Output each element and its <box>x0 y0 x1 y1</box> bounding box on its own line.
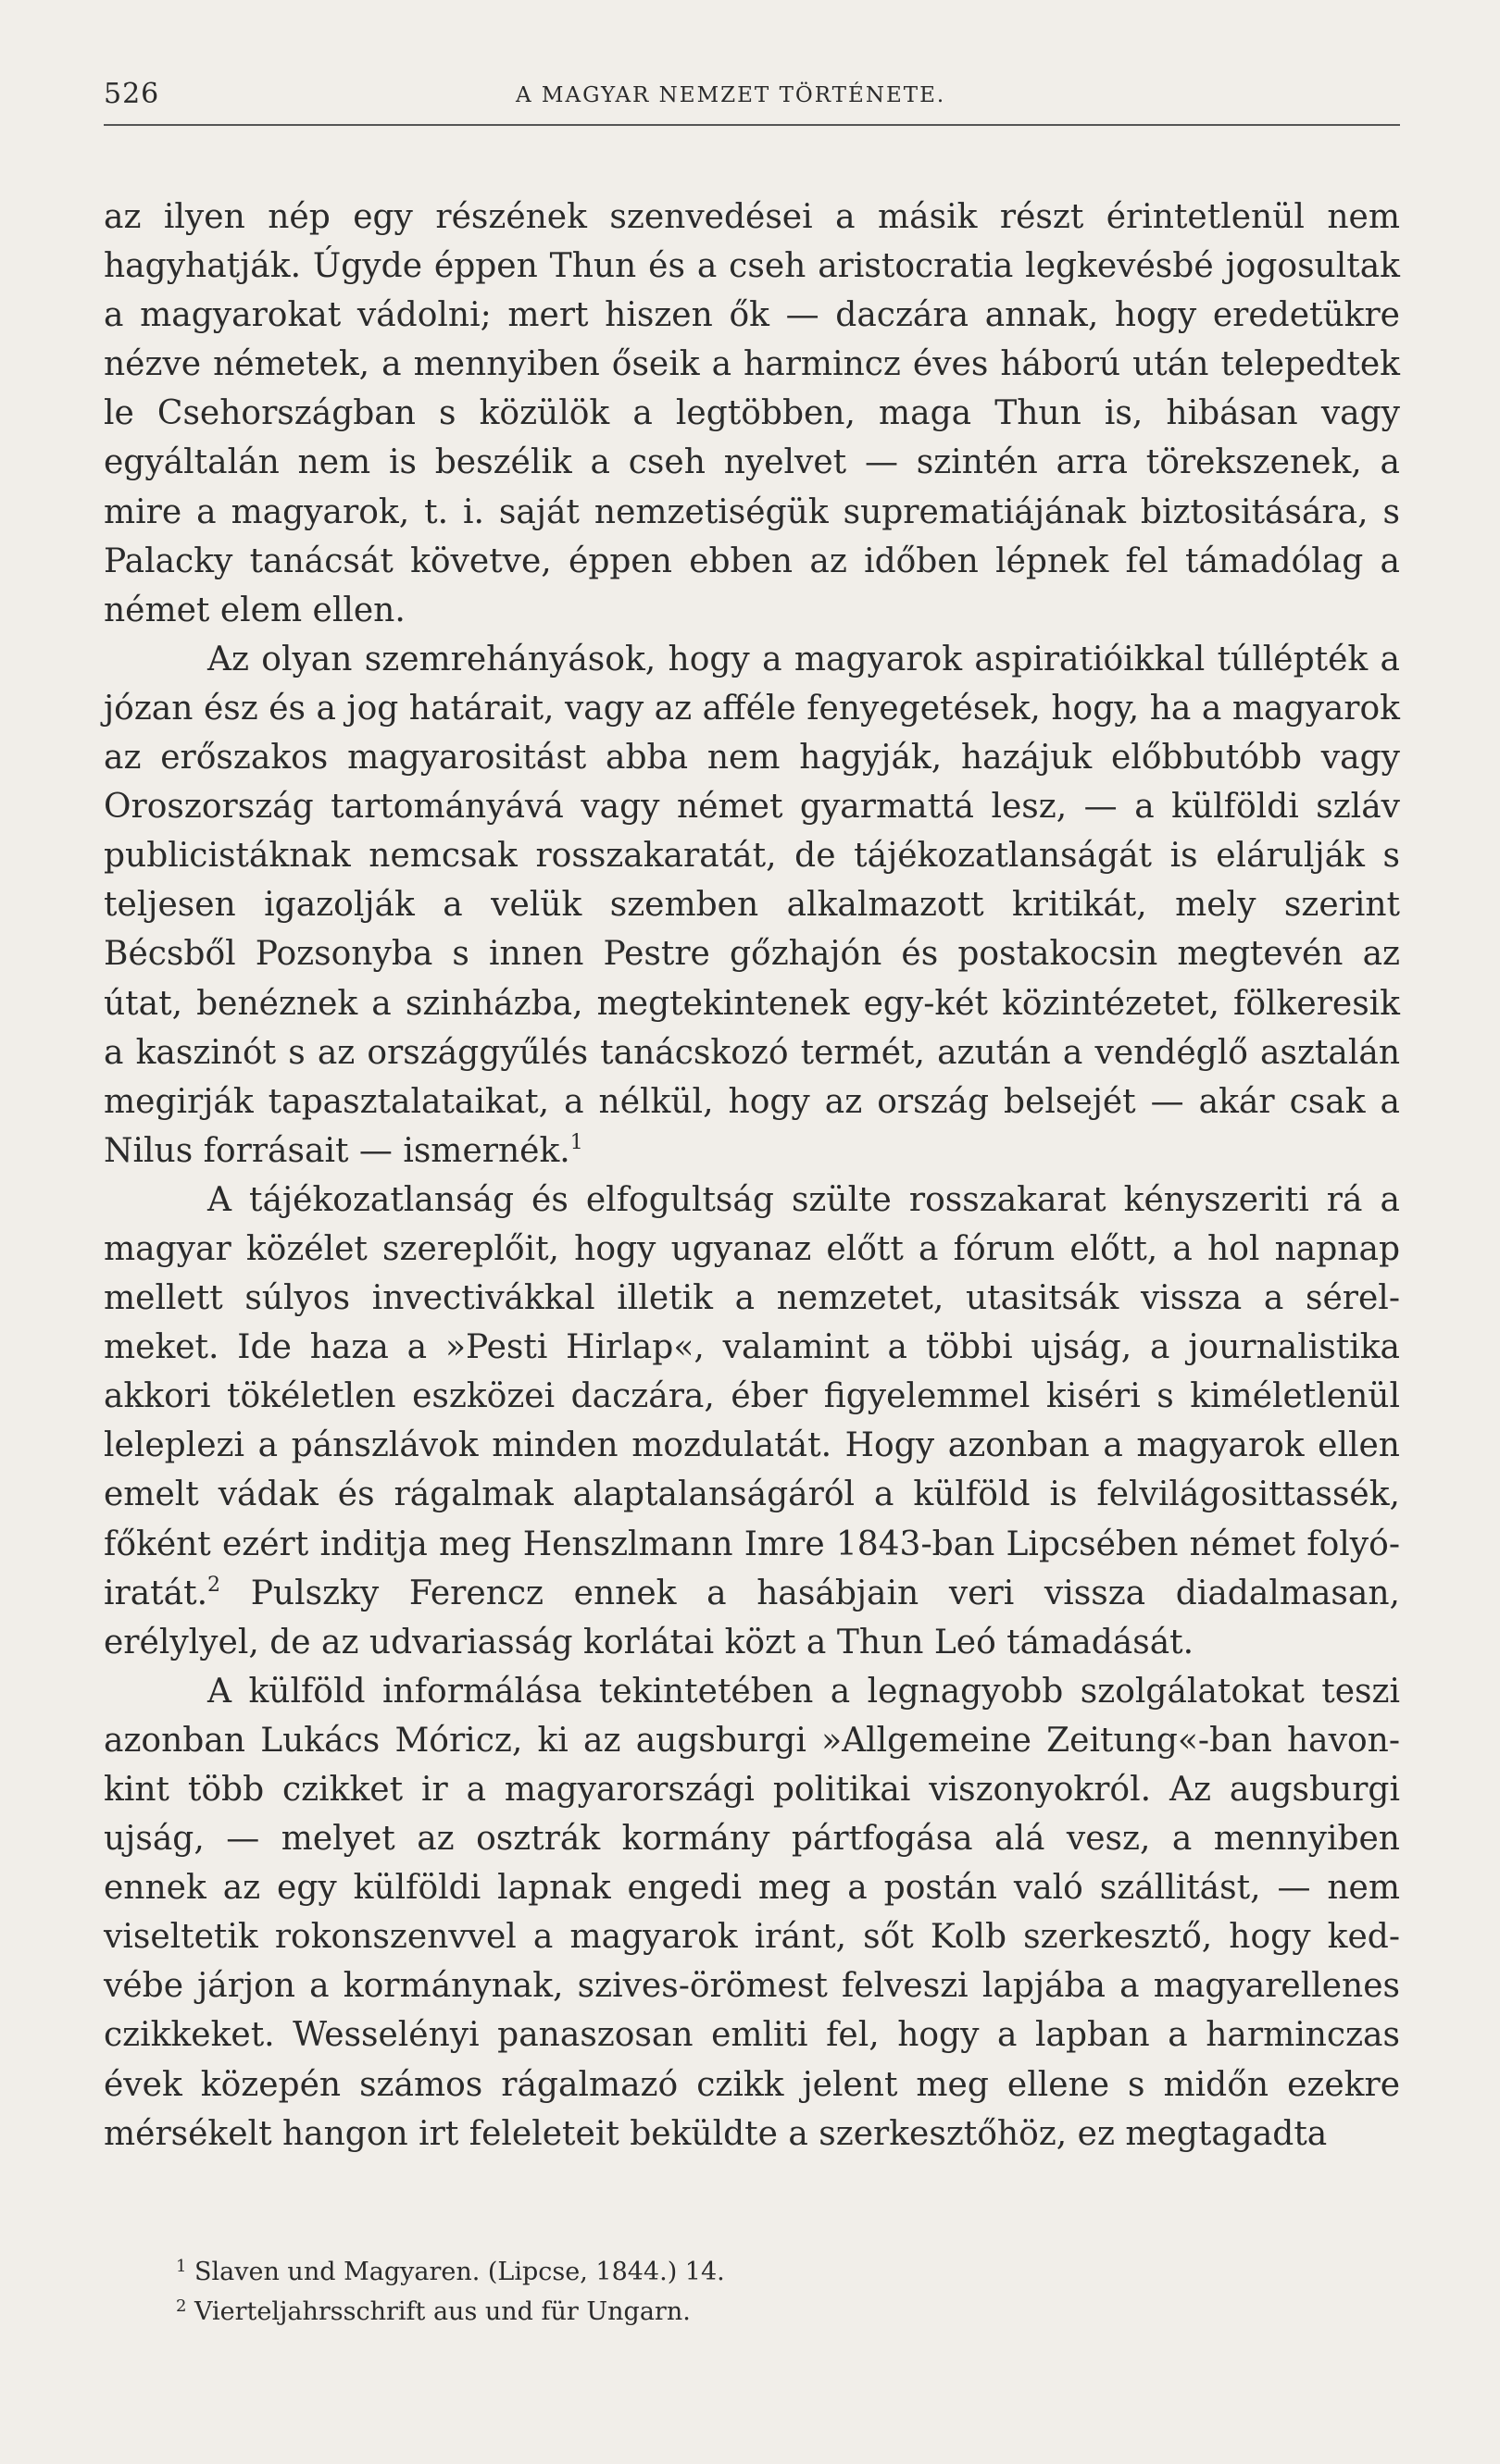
footnote-text: Vierteljahrsschrift aus und für Ungarn. <box>194 2297 691 2326</box>
paragraph-text: A tájékozatlanság és elfogultság szülte rosszakarat kényszeriti rá a magyar közélet szereplőit, hogy ugyanaz előtt a fórum előtt, a hol napnap mellett súlyos invectivákkal illetik a nemzetet, utasitsák vissza a sérelmeket. Ide haza a »Pesti Hirlap«, valamint a többi ujság, a journalistika akkori tökéletlen eszközei daczára, éber figyelemmel kiséri s kiméletlenül leleplezi a pánszlávok minden mozdulatát. Hogy azonban a magyarok ellen emelt vádak és rágalmak alaptalanságáról a külföld is felvilágosittassék, főként ezért inditja meg Henszlmann Imre 1843-ban Lipcsében német folyóiratát. <box>104 1180 1400 1612</box>
paragraph <box>104 1667 1400 2159</box>
footnote-mark: 1 <box>176 2257 187 2276</box>
paragraph-text: az ilyen nép egy részének szenvedései a másik részt érintetlenül nem hagyhatják. Úgyde éppen Thun és a cseh aristocratia legkevésbé jogosultak a magyarokat vádolni; mert hiszen ők — daczára annak, hogy eredetükre nézve németek, a mennyiben őseik a harmincz éves háború után telepedtek le Csehországban s közülök a legtöbben, maga Thun is, hibásan vagy egyáltalán nem is beszélik a cseh nyelvet — szintén arra törekszenek, a mire a magyarok, t. i. saját nemzetiségük suprematiájának biztositására, s Palacky tanácsát követve, éppen ebben az időben lépnek fel támadólag a német elem ellen. <box>104 198 1400 629</box>
footnote-ref: 1 <box>569 1130 583 1154</box>
paragraph <box>104 635 1400 1176</box>
footnote-mark: 2 <box>176 2296 187 2316</box>
body-text <box>104 193 1400 2159</box>
footnote <box>176 2252 1213 2292</box>
paragraph-text: Az olyan szemrehányások, hogy a magyarok aspiratióikkal túllépték a józan ész és a jog határait, vagy az afféle fenyegetések, hogy, ha a magyarok az erőszakos magyarositást abba nem hagyják, hazájuk előbbutóbb vagy Oroszország tartományává vagy német gyarmattá lesz, — a külföldi szláv publicistáknak nemcsak rosszakaratát, de tájékozatlanságát is elárulják s teljesen igazolják a velük szemben alkalmazott kritikát, mely szerint Bécsből Pozsonyba s innen Pestre gőzhajón és postakocsin megtevén az útat, benéznek a szinházba, megtekintenek egy-két közintézetet, fölkeresik a kaszinót s az országgyűlés tanácskozó termét, azután a vendéglő asztalán megirják tapasztalataikat, a nélkül, hogy az ország belsejét — akár csak a Nilus forrásait — ismernék. <box>104 640 1400 1170</box>
page-number: 526 <box>104 78 160 110</box>
footnote-text: Slaven und Magyaren. (Lipcse, 1844.) 14. <box>194 2258 725 2286</box>
footnote-ref: 2 <box>207 1573 221 1597</box>
paragraph <box>104 1176 1400 1667</box>
paragraph <box>104 193 1400 635</box>
footnote <box>176 2292 1213 2332</box>
running-title: A MAGYAR NEMZET TÖRTÉNETE. <box>516 83 946 107</box>
footnotes <box>176 2252 1213 2332</box>
paragraph-text: Pulszky Ferencz ennek a hasábjain veri vissza diadalmasan, erélylyel, de az udvariasság korlátai közt a Thun Leó támadását. <box>104 1574 1400 1661</box>
paragraph-text: A külföld informálása tekintetében a legnagyobb szolgálatokat teszi azonban Lukács Móricz, ki az augsburgi »Allgemeine Zeitung«-ban havonkint több czikket ir a magyarországi politikai viszonyokról. Az augsburgi ujság, — melyet az osztrák kormány pártfogása alá vesz, a mennyiben ennek az egy külföldi lapnak engedi meg a postán való szállitást, — nem viseltetik rokonszenvvel a magyarok iránt, sőt Kolb szerkesztő, hogy kedvébe járjon a kormánynak, szives-örömest felveszi lapjába a magyarellenes czikkeket. Wesselényi panaszosan emliti fel, hogy a lapban a harminczas évek közepén számos rágalmazó czikk jelent meg ellene s midőn ezekre mérsékelt hangon irt feleleteit beküldte a szerkesztőhöz, ez megtagadta <box>104 1672 1400 2153</box>
page-header <box>104 78 1400 126</box>
